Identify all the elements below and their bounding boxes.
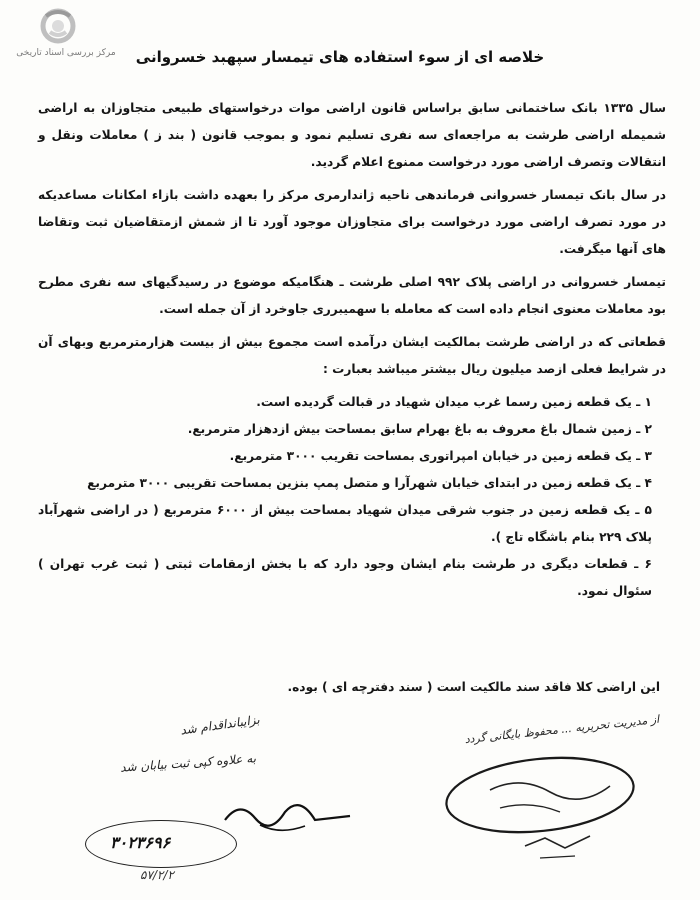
- circular-arc-logo-icon: [36, 6, 80, 46]
- list-item: ۱ ـ یک قطعه زمین رسما غرب میدان شهیاد در قبالت گردیده است.: [256, 395, 652, 409]
- handwritten-note-right: از مدیریت تحریریه ... محفوظ بایگانی گردد: [464, 712, 660, 747]
- paragraph: تیمسار خسروانی در اراضی پلاک ۹۹۲ اصلی طرشت ـ هنگامیکه موضوع در رسیدگیهای سه نفری مطرح بود معاملات معنوی انجام داده است که معامله با سهمیبرری جاوخرد از آن جمله است.: [38, 275, 666, 316]
- list-item: ۲ ـ زمین شمال باغ معروف به باغ بهرام سابق بمساحت بیش ازدهزار مترمربع.: [187, 422, 652, 436]
- signature-scribble-icon: [220, 790, 360, 840]
- handwritten-note-top-left: بزایبانداقدام شد: [179, 712, 261, 738]
- paragraph: قطعاتی که در اراضی طرشت بمالکیت ایشان درآمده است مجموع بیش از بیست هزارمترمربع وبهای آن در شرایط فعلی ازصد میلیون ریال بیشتر میباشد بعبارت :: [38, 335, 666, 376]
- watermark-text: مرکز بررسی اسناد تاریخی: [16, 48, 116, 58]
- list-item: ۶ ـ قطعات دیگری در طرشت بنام ایشان وجود دارد که با بخش ازمقامات ثبتی ( ثبت غرب تهران ) سئوال نمود.: [38, 557, 652, 598]
- closing-line: این اراضی کلا فاقد سند مالکیت است ( سند دفترچه ای ) بوده.: [287, 680, 660, 694]
- property-list: [38, 389, 666, 605]
- document-body: [38, 95, 666, 605]
- paragraph: در سال بانک تیمسار خسروانی فرماندهی ناحیه ژاندارمری مرکز را بعهده داشت بازاء امکانات مساعدیکه در مورد تصرف اراضی مورد درخواست برای متجاوزان موجود آورد تا از شمش ازمتقاضیان ثبت وتقاضا های آنها میگرفت.: [38, 188, 666, 256]
- date-number-secondary: ۵۷/۲/۲: [140, 868, 174, 882]
- paragraph: سال ۱۳۳۵ بانک ساختمانی سابق براساس قانون اراضی موات درخواستهای طبیعی متجاوزان به اراضی شمیمله اراضی طرشت به مراجعه‌ای سه نفری تسلیم نمود و بموجب قانون ( بند ز ) معاملات ونقل و انتقالات وتصرف اراضی مورد درخواست ممنوع اعلام گردید.: [38, 101, 666, 169]
- date-number: ۳۰۲۳۶۹۶: [110, 833, 171, 852]
- handwritten-note-mid-left: به علاوه کپی ثبت بیابان شد: [119, 751, 257, 775]
- list-item: ۵ ـ یک قطعه زمین در جنوب شرقی میدان شهیاد بمساحت بیش از ۶۰۰۰ مترمربع ( در اراضی شهرآباد پلاک ۲۲۹ بنام باشگاه تاج ).: [38, 503, 652, 544]
- list-item: ۳ ـ یک قطعه زمین در خیابان امپراتوری بمساحت تقریب ۳۰۰۰ مترمربع.: [229, 449, 652, 463]
- document-title: خلاصه ای از سوء استفاده های تیمسار سپهبد خسروانی: [135, 48, 545, 66]
- watermark: [6, 6, 126, 66]
- tick-mark-icon: [520, 826, 600, 866]
- list-item: ۴ ـ یک قطعه زمین در ابتدای خیابان شهرآرا و متصل پمپ بنزین بمساحت تقریبی ۳۰۰۰ مترمربع: [87, 476, 652, 490]
